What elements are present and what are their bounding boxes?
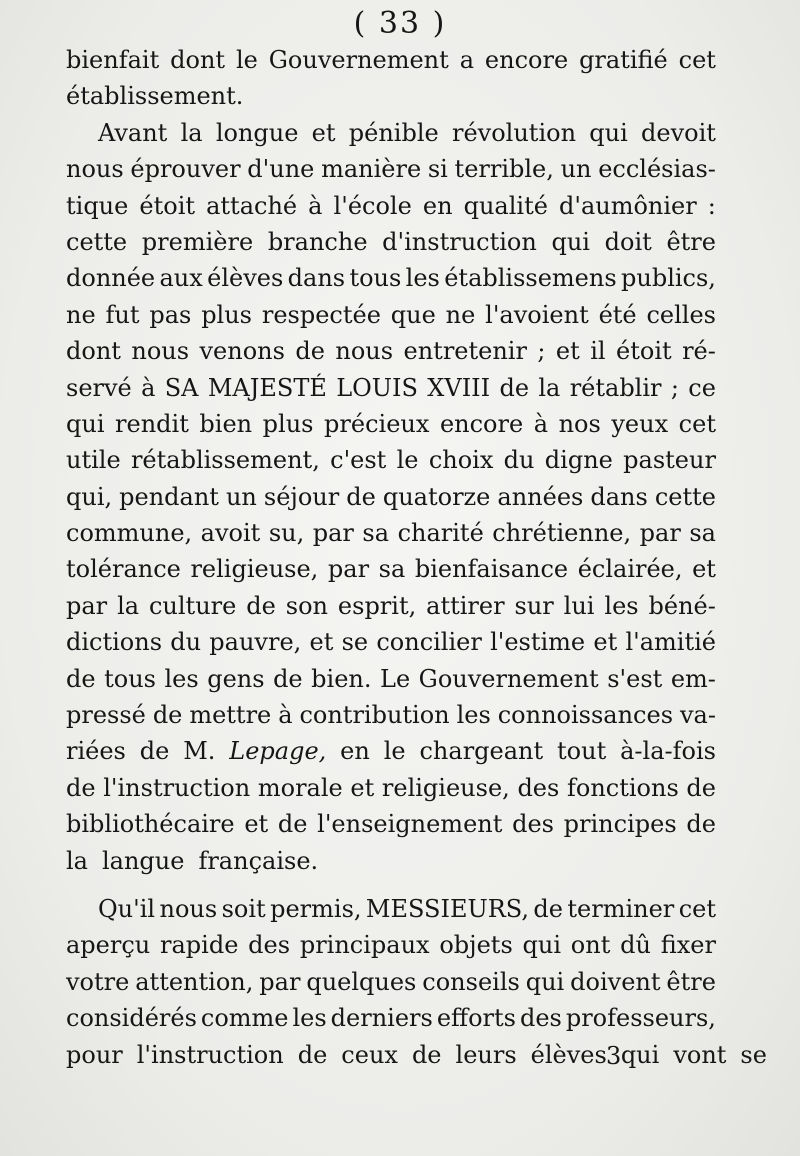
text-line: la langue française. [66,846,319,875]
text-line: dont nous venons de nous entretenir ; et il étoit ré- [66,337,716,366]
text-line: considérés comme les derniers efforts des professeurs, [66,1004,716,1033]
text-line: donnée aux élèves dans tous les établissemens publics, [66,264,716,293]
text-line: cette première branche d'instruction qui doit être [66,227,716,256]
text-line: riées de M. Lepage, en le chargeant tout à-la-fois [66,737,716,766]
text-line: bibliothécaire et de l'enseignement des principes de [66,810,716,839]
paragraph-gap [66,883,716,895]
text-line: dictions du pauvre, et se concilier l'estime et l'amitié [66,628,716,657]
text-line: qui rendit bien plus précieux encore à nos yeux cet [66,409,716,438]
text-line: pressé de mettre à contribution les connoissances va- [66,701,716,730]
text-line: tique étoit attaché à l'école en qualité d'aumônier : [66,191,716,220]
text-line: de tous les gens de bien. Le Gouvernement s'est em- [66,664,716,693]
text-line: servé à SA MAJESTÉ LOUIS XVIII de la rétablir ; ce [66,373,716,402]
text-line: Avant la longue et pénible révolution qui devoit [98,118,716,147]
text-line: utile rétablissement, c'est le choix du digne pasteur [66,446,716,475]
text-line: ne fut pas plus respectée que ne l'avoient été celles [66,300,716,329]
text-line: votre attention, par quelques conseils qui doivent être [66,967,716,996]
text-line: aperçu rapide des principaux objets qui ont dû fixer [66,931,716,960]
text-line: tolérance religieuse, par sa bienfaisance éclairée, et [66,555,716,584]
body-text [66,46,767,1077]
text-line: de l'instruction morale et religieuse, des fonctions de [66,773,716,802]
text-line: nous éprouver d'une manière si terrible, un ecclésias- [66,155,716,184]
text-line: Qu'il nous soit permis, MESSIEURS, de terminer cet [98,894,716,923]
text-line: établissement. [66,82,244,111]
text-line: par la culture de son esprit, attirer sur lui les béné- [66,591,716,620]
text-line: commune, avoit su, par sa charité chrétienne, par sa [66,519,716,548]
text-line: pour l'instruction de ceux de leurs élèves qui vont se [66,1040,767,1069]
signature-mark: 3 [606,1042,622,1070]
text-line: bienfait dont le Gouvernement a encore gratifié cet [66,46,716,74]
page-number: ( 33 ) [353,6,447,41]
text-line: qui, pendant un séjour de quatorze années dans cette [66,482,716,511]
